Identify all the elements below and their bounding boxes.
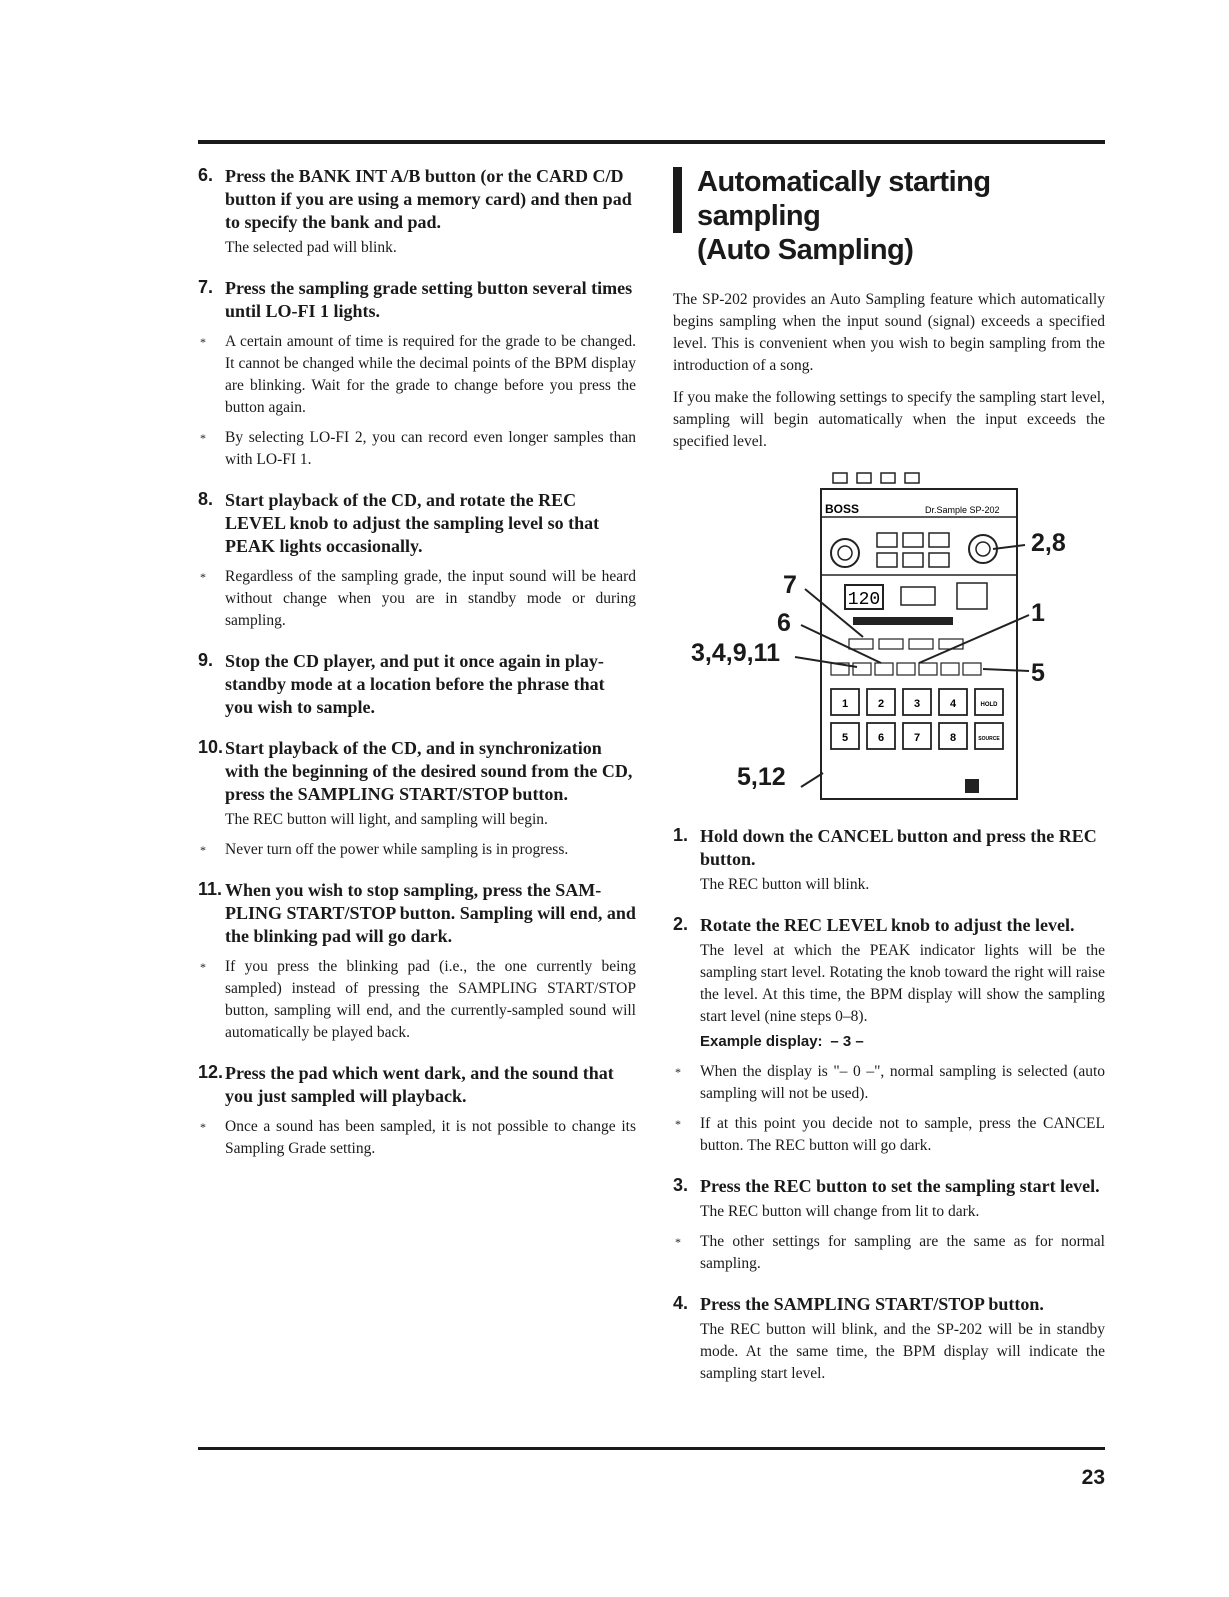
asterisk-icon: * (200, 335, 206, 349)
pad-source: SOURCE (978, 736, 1000, 742)
section-title: Automatically starting sampling (Auto Sampling) (673, 165, 1105, 267)
step-number: 1. (673, 825, 689, 845)
pad-6: 6 (877, 732, 885, 744)
step-heading: Rotate the REC LEVEL knob to adjust the level. (700, 915, 1075, 935)
callout-1: 1 (1031, 599, 1045, 627)
step-number: 6. (198, 165, 214, 185)
auto-step-1 (673, 825, 1105, 896)
right-column (673, 165, 1105, 1403)
callout-7: 7 (783, 571, 797, 599)
bottom-rule (198, 1447, 1105, 1450)
step-body: The REC button will blink. (700, 876, 870, 893)
pad-7: 7 (913, 732, 921, 744)
sp202-illustration (673, 467, 1105, 807)
step-number: 4. (673, 1293, 689, 1313)
step-number: 2. (673, 914, 689, 934)
note: * When the display is "– 0 –", normal sampling is selected (auto sampling will not be used). (675, 1063, 1105, 1102)
note: * By selecting LO-FI 2, you can record even longer samples than with LO-FI 1. (200, 429, 636, 468)
intro-paragraph-1: The SP-202 provides an Auto Sampling feature which automatically begins sampling when the input sound (signal) exceeds a specified level. This is convenient when you wish to begin sampling from the introduction of a song. (673, 291, 1105, 374)
note: * Regardless of the sampling grade, the input sound will be heard without change when you are in standby mode or during sampling. (200, 568, 636, 629)
page-number: 23 (1081, 1466, 1105, 1489)
model-label: Dr.Sample SP-202 (925, 505, 1000, 515)
note: * A certain amount of time is required for the grade to be changed. It cannot be changed while the decimal points of the BPM display are blinking. Wait for the grade to change before you press the button again. (200, 333, 636, 416)
asterisk-icon: * (200, 960, 206, 974)
note: * The other settings for sampling are the same as for normal sampling. (675, 1233, 1105, 1272)
step-number: 10. (198, 737, 224, 757)
auto-step-3 (673, 1175, 1105, 1275)
step-number: 8. (198, 489, 214, 509)
left-column (198, 165, 636, 1178)
step-heading: Press the sampling grade setting button several times until LO-FI 1 lights. (225, 278, 633, 321)
pad-8: 8 (949, 732, 957, 744)
pad-1: 1 (841, 698, 849, 710)
intro-paragraph-2: If you make the following settings to specify the sampling start level, sampling will begin automatically when the input exceeds the specified level. (673, 389, 1105, 450)
asterisk-icon: * (200, 570, 206, 584)
pad-3: 3 (913, 698, 921, 710)
step-heading: Hold down the CANCEL button and press the REC button. (700, 826, 1097, 869)
step-11 (198, 879, 636, 1044)
asterisk-icon: * (200, 431, 206, 445)
step-body: The REC button will light, and sampling will begin. (225, 811, 548, 828)
step-heading: When you wish to stop sampling, press the SAM-PLING START/STOP button. Sampling will end, and the blinking pad will go dark. (225, 880, 636, 946)
asterisk-icon: * (675, 1065, 681, 1079)
pad-2: 2 (877, 698, 885, 710)
step-heading: Press the pad which went dark, and the sound that you just sampled will playback. (225, 1063, 614, 1106)
top-rule (198, 140, 1105, 144)
step-body: The REC button will change from lit to dark. (700, 1203, 980, 1220)
step-10 (198, 737, 636, 861)
asterisk-icon: * (675, 1235, 681, 1249)
note: * Once a sound has been sampled, it is not possible to change its Sampling Grade setting. (200, 1118, 636, 1157)
step-heading: Start playback of the CD, and in synchronization with the beginning of the desired sound from the CD, press the SAMPLING START/STOP button. (225, 738, 633, 804)
step-heading: Press the SAMPLING START/STOP button. (700, 1294, 1044, 1314)
step-heading: Press the REC button to set the sampling start level. (700, 1176, 1100, 1196)
asterisk-icon: * (200, 1120, 206, 1134)
note: * If at this point you decide not to sample, press the CANCEL button. The REC button will go dark. (675, 1115, 1105, 1154)
step-number: 7. (198, 277, 214, 297)
pad-hold: HOLD (980, 702, 998, 708)
step-body: The selected pad will blink. (225, 239, 397, 256)
step-number: 9. (198, 650, 214, 670)
step-number: 12. (198, 1062, 224, 1082)
step-heading: Stop the CD player, and put it once again in play-standby mode at a location before the phrase that you wish to sample. (225, 651, 605, 717)
step-12 (198, 1062, 636, 1160)
step-heading: Press the BANK INT A/B button (or the CARD C/D button if you are using a memory card) and then pad to specify the bank and pad. (225, 166, 632, 232)
callout-2-8: 2,8 (1031, 529, 1066, 557)
pad-5: 5 (841, 732, 849, 744)
step-number: 11. (198, 879, 223, 899)
step-body: The REC button will blink, and the SP-202 will be in standby mode. At the same time, the BPM display will indicate the sampling start level. (700, 1321, 1105, 1382)
sp202-diagram (673, 467, 1105, 807)
callout-3-4-9-11: 3,4,9,11 (691, 639, 780, 667)
auto-step-4 (673, 1293, 1105, 1385)
step-number: 3. (673, 1175, 689, 1195)
step-9 (198, 650, 636, 719)
note: * Never turn off the power while sampling is in progress. (198, 839, 636, 861)
asterisk-icon: * (200, 843, 206, 857)
step-body: The level at which the PEAK indicator lights will be the sampling start level. Rotating the knob toward the right will raise the level. At this time, the BPM display will show the sampling start level (nine steps 0–8). (700, 942, 1105, 1025)
callout-5-12: 5,12 (737, 763, 786, 791)
step-8 (198, 489, 636, 632)
auto-step-2 (673, 914, 1105, 1157)
title-bar (673, 167, 682, 233)
note: * If you press the blinking pad (i.e., the one currently being sampled) instead of pressing the SAMPLING START/STOP button, sampling will end, and the currently-sampled sound will automatically be played back. (200, 958, 636, 1041)
pad-4: 4 (949, 698, 957, 710)
step-heading: Start playback of the CD, and rotate the REC LEVEL knob to adjust the sampling level so that PEAK lights occasionally. (225, 490, 600, 556)
callout-5: 5 (1031, 659, 1045, 687)
step-6 (198, 165, 636, 259)
example-display: Example display: – 3 – (700, 1033, 864, 1050)
brand-label: BOSS (825, 502, 860, 516)
callout-6: 6 (777, 609, 791, 637)
asterisk-icon: * (675, 1117, 681, 1131)
step-7 (198, 277, 636, 471)
bpm-display: 120 (847, 590, 881, 610)
